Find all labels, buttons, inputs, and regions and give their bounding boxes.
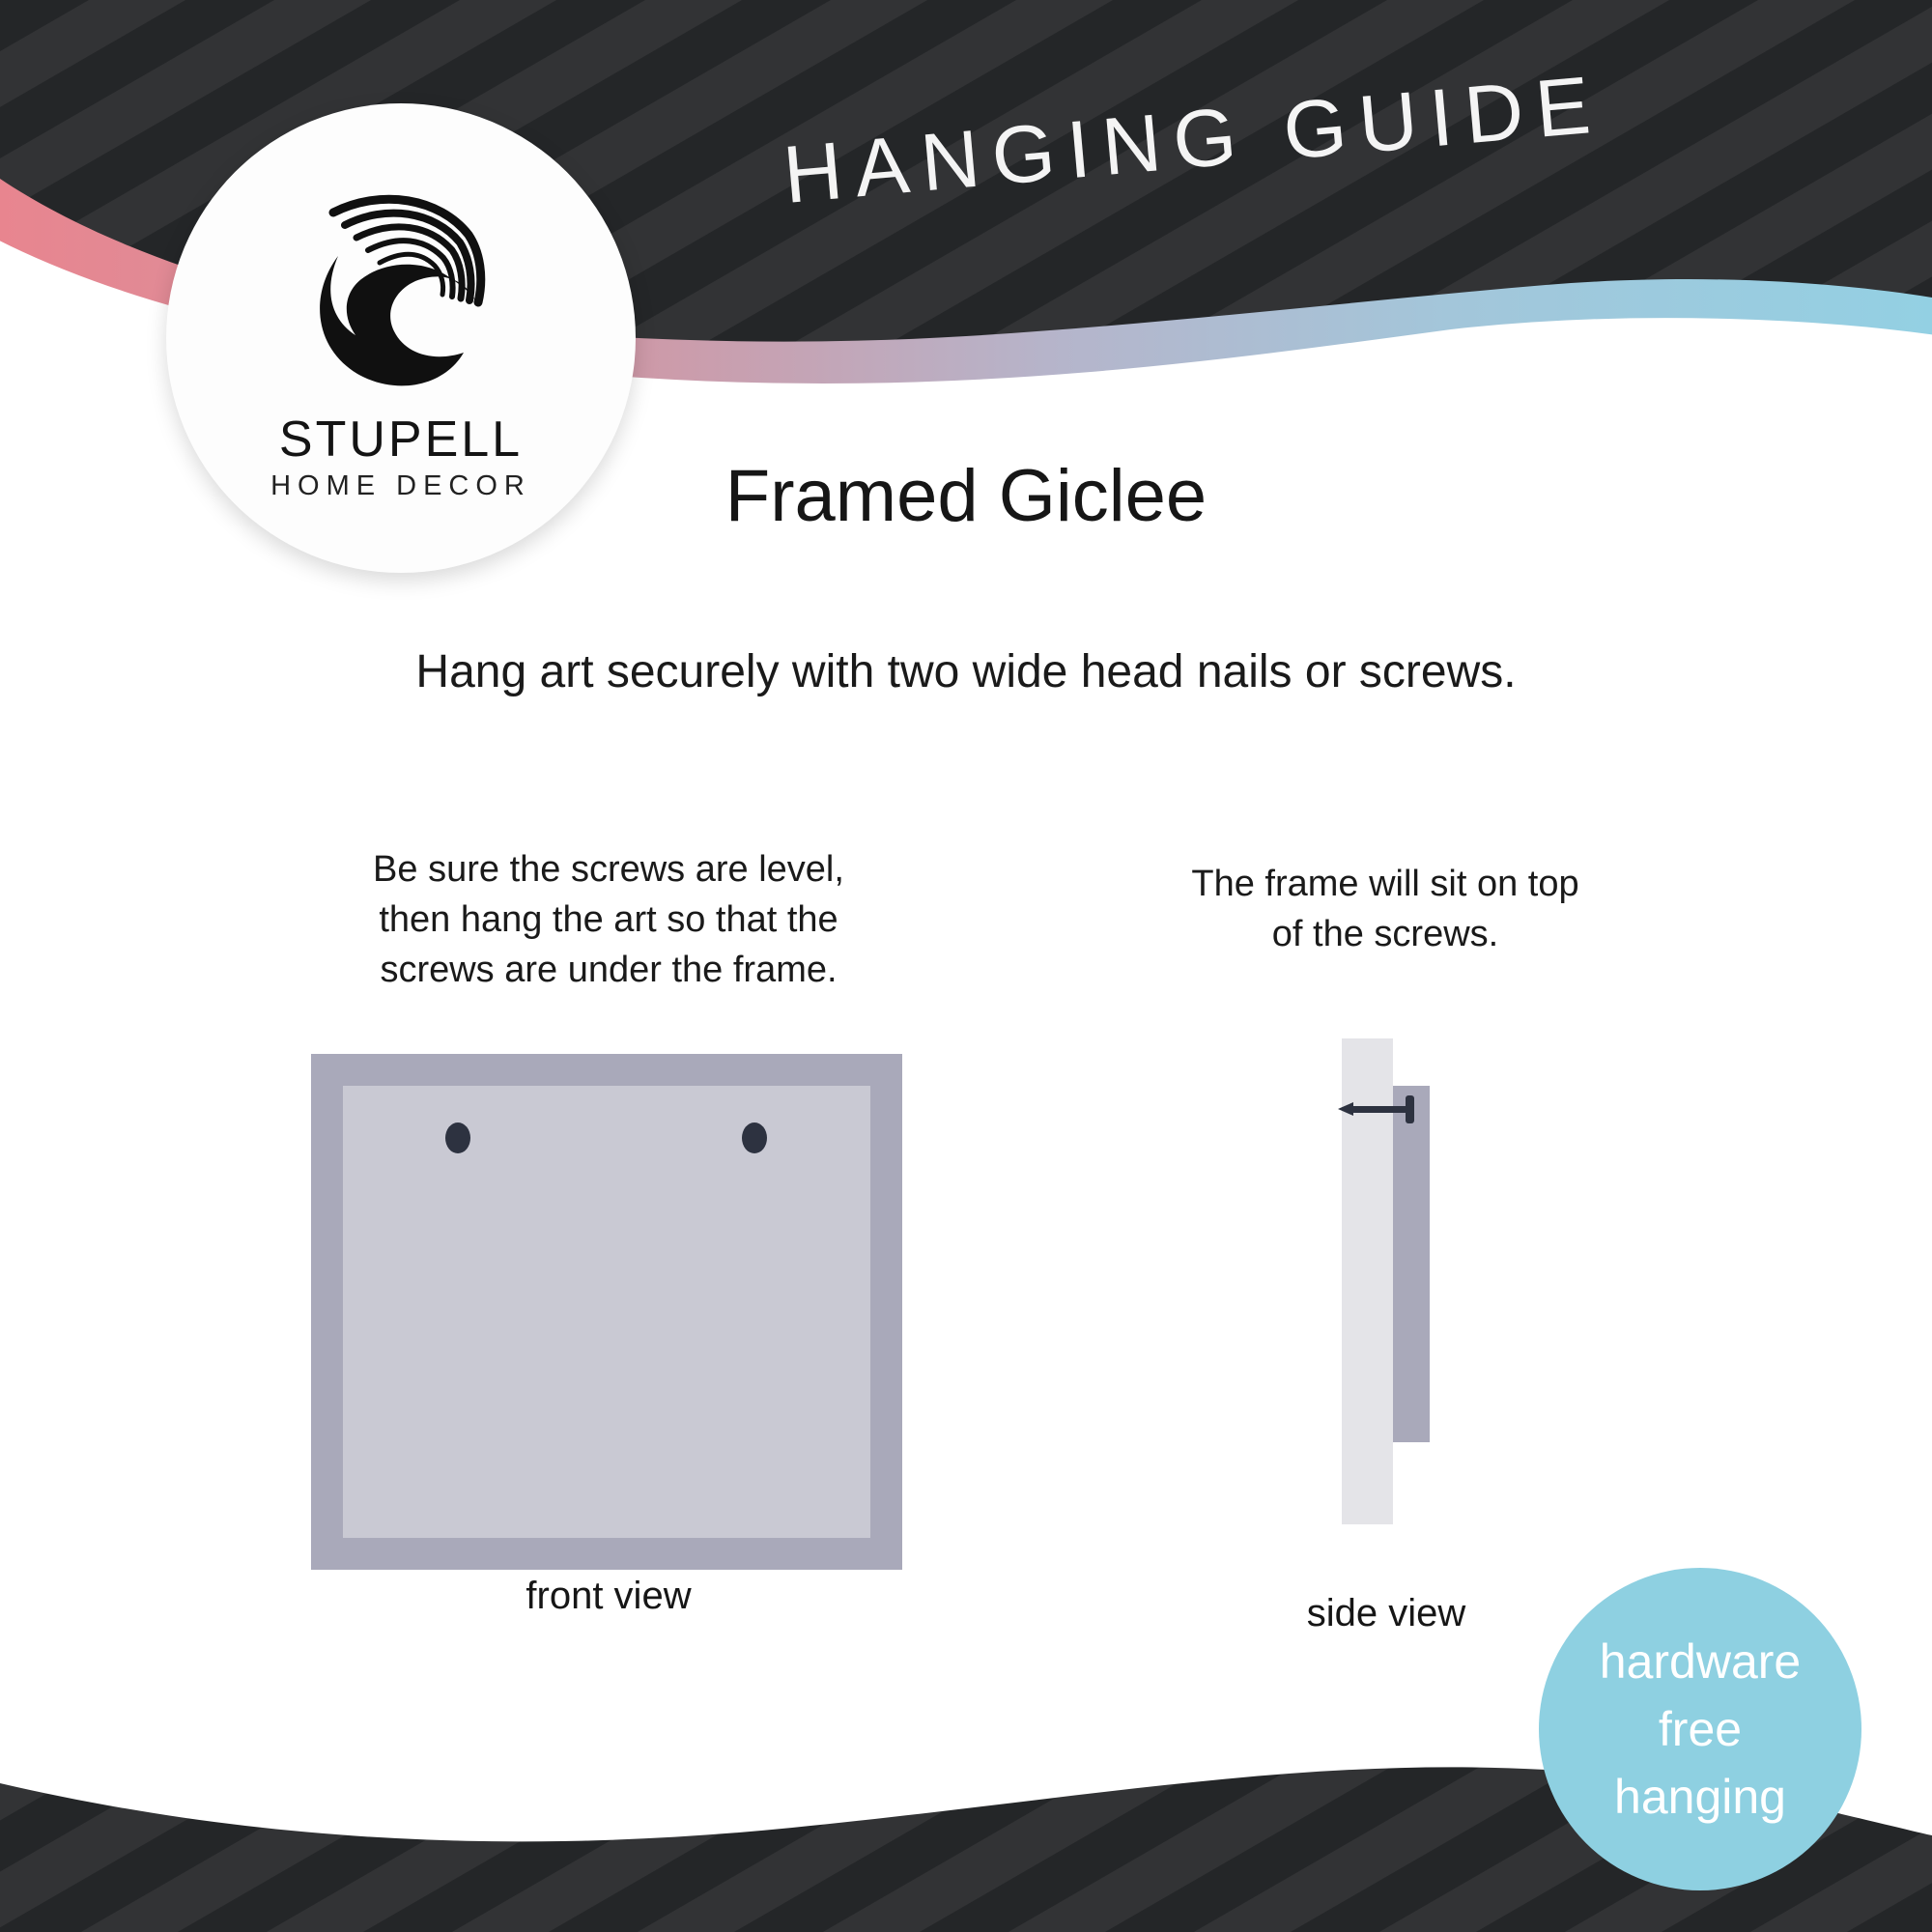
stupell-s-swoosh-logo-icon [280,188,522,411]
front-instruction-line: Be sure the screws are level, [373,849,844,890]
front-instruction-line: screws are under the frame. [380,950,838,990]
nail-point [1338,1102,1353,1116]
side-view-label: side view [1306,1592,1466,1634]
screw-icon [445,1122,470,1153]
front-view-frame-diagram [311,1054,902,1570]
front-instruction-line: then hang the art so that the [379,899,838,940]
screw-icon [742,1122,767,1153]
side-instruction-line: of the screws. [1271,914,1499,954]
page-title: HANGING GUIDE [780,58,1606,220]
frame-mat [343,1086,870,1538]
side-instruction-line: The frame will sit on top [1191,864,1579,904]
nail-head [1406,1095,1414,1123]
badge-line: hanging [1614,1770,1786,1824]
frame-side-bar [1393,1086,1430,1442]
badge-line: free [1658,1702,1743,1756]
product-title: Framed Giclee [724,455,1208,537]
nail-icon [1351,1106,1409,1113]
side-view-instructions [1047,859,1723,959]
badge-line: hardware [1599,1634,1802,1689]
front-view-label: front view [526,1575,692,1617]
brand-tagline: HOME DECOR [270,470,531,501]
instruction-subtitle: Hang art securely with two wide head nails or screws. [415,646,1517,697]
brand-name: STUPELL [278,412,524,468]
front-view-instructions [270,844,947,995]
hardware-free-badge [1539,1568,1861,1890]
